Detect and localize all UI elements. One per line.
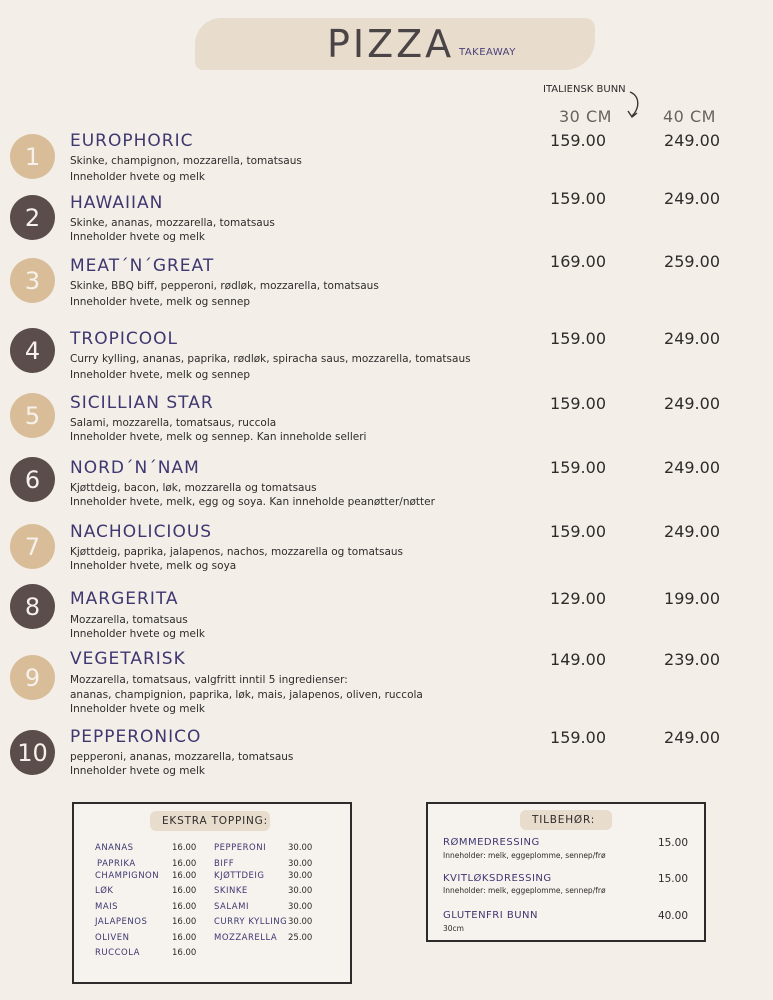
price-40cm: 249.00 [664, 458, 720, 477]
topping-name: MAIS [95, 902, 119, 912]
price-40cm: 249.00 [664, 728, 720, 747]
topping-name: LØK [95, 886, 114, 896]
pizza-name: HAWAIIAN [70, 193, 164, 213]
page-subtitle: TAKEAWAY [459, 47, 516, 58]
number-badge: 3 [10, 258, 55, 303]
topping-price: 30.00 [288, 902, 313, 912]
topping-name: SKINKE [214, 886, 248, 896]
price-30cm: 159.00 [550, 189, 606, 208]
price-30cm: 159.00 [550, 329, 606, 348]
pizza-ingredients: Skinke, BBQ biff, pepperoni, rødløk, mozzarella, tomatsaus [70, 280, 379, 292]
number-badge: 5 [10, 393, 55, 438]
pizza-ingredients: Skinke, ananas, mozzarella, tomatsaus [70, 217, 275, 229]
topping-price: 30.00 [288, 843, 313, 853]
price-30cm: 159.00 [550, 131, 606, 150]
price-40cm: 199.00 [664, 589, 720, 608]
topping-name: ANANAS [95, 843, 134, 853]
column-header-30cm: 30 CM [559, 107, 612, 126]
number-badge: 2 [10, 195, 55, 240]
topping-name: RUCCOLA [95, 948, 140, 958]
price-40cm: 249.00 [664, 189, 720, 208]
pizza-ingredient-options: ananas, champignion, paprika, løk, mais, jalapenos, oliven, ruccola [70, 689, 423, 701]
topping-name: OLIVEN [95, 933, 130, 943]
topping-price: 16.00 [172, 902, 197, 912]
price-30cm: 129.00 [550, 589, 606, 608]
topping-price: 16.00 [172, 859, 197, 869]
pizza-name: MARGERITA [70, 589, 179, 609]
topping-price: 16.00 [172, 886, 197, 896]
topping-price: 30.00 [288, 871, 313, 881]
topping-name: KJØTTDEIG [214, 871, 265, 881]
number-badge: 6 [10, 457, 55, 502]
price-30cm: 159.00 [550, 458, 606, 477]
curved-arrow-icon [624, 90, 642, 120]
number-badge: 7 [10, 524, 55, 569]
base-label: ITALIENSK BUNN [543, 84, 626, 95]
number-badge: 1 [10, 134, 55, 179]
number-badge: 4 [10, 328, 55, 373]
pizza-allergens: Inneholder hvete og melk [70, 765, 205, 777]
pizza-allergens: Inneholder hvete, melk og soya [70, 560, 237, 572]
topping-price: 16.00 [172, 917, 197, 927]
number-badge: 8 [10, 584, 55, 629]
pizza-ingredients: Mozzarella, tomatsaus, valgfritt inntil 5 ingredienser: [70, 674, 348, 686]
topping-name: CURRY KYLLING [214, 917, 288, 927]
price-30cm: 159.00 [550, 522, 606, 541]
topping-name: MOZZARELLA [214, 933, 278, 943]
accessory-size: 30cm [443, 924, 464, 933]
topping-price: 16.00 [172, 933, 197, 943]
pizza-name: SICILLIAN STAR [70, 393, 214, 413]
page-title: PIZZA [327, 22, 455, 66]
pizza-name: EUROPHORIC [70, 131, 194, 151]
price-30cm: 149.00 [550, 650, 606, 669]
pizza-allergens: Inneholder hvete og melk [70, 703, 205, 715]
topping-name: BIFF [214, 859, 235, 869]
pizza-allergens: Inneholder hvete og melk [70, 171, 205, 183]
pizza-ingredients: Kjøttdeig, paprika, jalapenos, nachos, mozzarella og tomatsaus [70, 546, 404, 558]
price-40cm: 249.00 [664, 522, 720, 541]
pizza-name: VEGETARISK [70, 649, 186, 669]
topping-price: 16.00 [172, 871, 197, 881]
pizza-ingredients: Salami, mozzarella, tomatsaus, ruccola [70, 417, 277, 429]
price-40cm: 249.00 [664, 131, 720, 150]
price-30cm: 169.00 [550, 252, 606, 271]
topping-price: 16.00 [172, 948, 197, 958]
pizza-allergens: Inneholder hvete og melk [70, 231, 205, 243]
accessory-name: GLUTENFRI BUNN [443, 910, 539, 921]
topping-name: CHAMPIGNON [95, 871, 160, 881]
topping-price: 16.00 [172, 843, 197, 853]
number-badge: 10 [10, 730, 55, 775]
number-badge: 9 [10, 655, 55, 700]
accessory-price: 15.00 [657, 837, 688, 849]
pizza-name: NORD´N´NAM [70, 458, 200, 478]
price-40cm: 259.00 [664, 252, 720, 271]
price-30cm: 159.00 [550, 394, 606, 413]
price-40cm: 239.00 [664, 650, 720, 669]
topping-name: PAPRIKA [97, 859, 136, 869]
accessory-price: 15.00 [657, 873, 688, 885]
accessory-allergens: Inneholder: melk, eggeplomme, sennep/frø [443, 851, 606, 860]
accessory-name: KVITLØKSDRESSING [443, 873, 552, 884]
pizza-name: NACHOLICIOUS [70, 522, 213, 542]
pizza-ingredients: Skinke, champignon, mozzarella, tomatsaus [70, 155, 302, 167]
topping-name: PEPPERONI [214, 843, 267, 853]
pizza-ingredients: Kjøttdeig, bacon, løk, mozzarella og tomatsaus [70, 482, 317, 494]
pizza-allergens: Inneholder hvete, melk og sennep [70, 369, 251, 381]
accessories-title: TILBEHØR: [532, 814, 596, 826]
pizza-allergens: Inneholder hvete, melk, egg og soya. Kan inneholde peanøtter/nøtter [70, 496, 435, 508]
accessory-allergens: Inneholder: melk, eggeplomme, sennep/frø [443, 886, 606, 895]
column-header-40cm: 40 CM [663, 107, 716, 126]
topping-price: 30.00 [288, 886, 313, 896]
pizza-name: MEAT´N´GREAT [70, 256, 215, 276]
pizza-name: TROPICOOL [70, 329, 178, 349]
topping-name: SALAMI [214, 902, 249, 912]
pizza-ingredients: pepperoni, ananas, mozzarella, tomatsaus [70, 751, 294, 763]
price-40cm: 249.00 [664, 329, 720, 348]
pizza-allergens: Inneholder hvete, melk og sennep [70, 296, 251, 308]
price-30cm: 159.00 [550, 728, 606, 747]
pizza-allergens: Inneholder hvete, melk og sennep. Kan inneholde selleri [70, 431, 367, 443]
accessory-name: RØMMEDRESSING [443, 837, 540, 848]
price-40cm: 249.00 [664, 394, 720, 413]
topping-price: 30.00 [288, 917, 313, 927]
topping-price: 25.00 [288, 933, 313, 943]
topping-price: 30.00 [288, 859, 313, 869]
pizza-name: PEPPERONICO [70, 727, 202, 747]
pizza-ingredients: Curry kylling, ananas, paprika, rødløk, spiracha saus, mozzarella, tomatsaus [70, 353, 471, 365]
accessory-price: 40.00 [657, 910, 688, 922]
extra-topping-title: EKSTRA TOPPING: [162, 815, 268, 827]
pizza-ingredients: Mozzarella, tomatsaus [70, 614, 188, 626]
topping-name: JALAPENOS [95, 917, 148, 927]
pizza-allergens: Inneholder hvete og melk [70, 628, 205, 640]
